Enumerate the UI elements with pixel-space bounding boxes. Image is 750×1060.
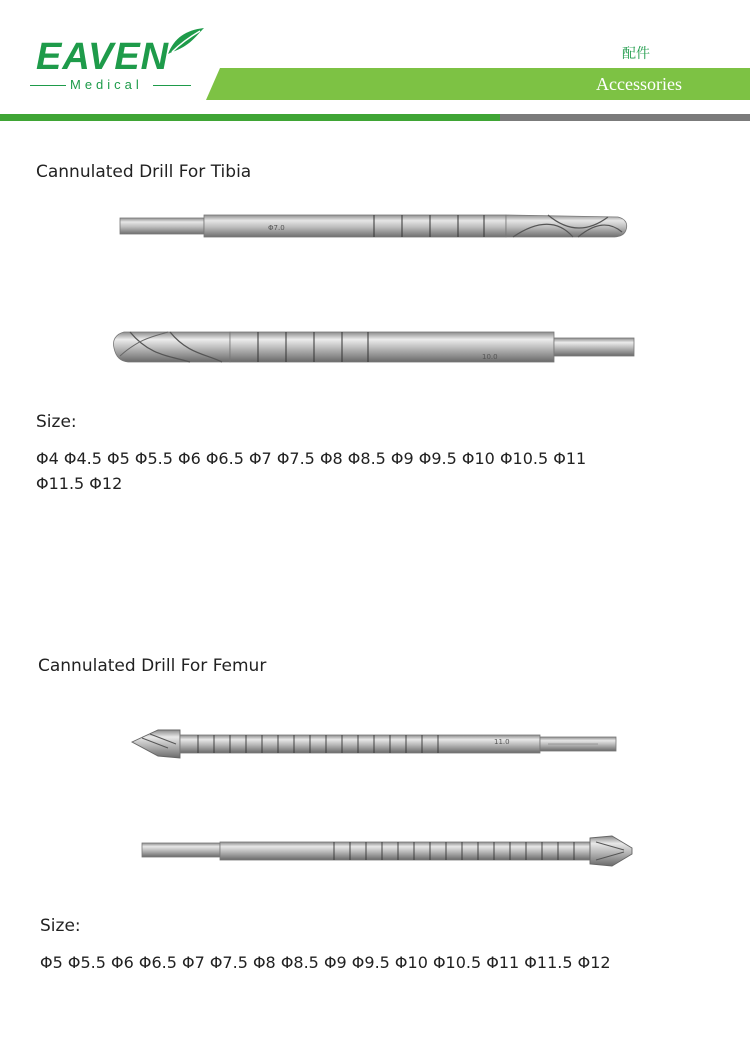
femur-drill-image-2 [138, 832, 638, 870]
size-list-femur: Φ5 Φ5.5 Φ6 Φ6.5 Φ7 Φ7.5 Φ8 Φ8.5 Φ9 Φ9.5 Φ10 Φ10.5 Φ11 Φ11.5 Φ12 [40, 953, 611, 972]
page-title: Accessories [596, 74, 682, 94]
femur-drill1-engraving: 11.0 [494, 738, 510, 746]
header-rule-green [0, 114, 500, 121]
brand-subtitle: Medical [70, 77, 143, 92]
size-list-line: Φ11.5 Φ12 [36, 474, 123, 493]
section-title-femur: Cannulated Drill For Femur [38, 656, 267, 676]
size-list-tibia [36, 446, 726, 496]
leaf-icon [166, 26, 206, 56]
tibia-drill-image-2 [110, 326, 638, 370]
logo-divider-left [30, 85, 66, 86]
section-title-tibia: Cannulated Drill For Tibia [36, 162, 252, 182]
page-title-cn: 配件 [622, 46, 650, 62]
size-label-femur: Size: [40, 916, 81, 936]
size-list-line: Φ4 Φ4.5 Φ5 Φ5.5 Φ6 Φ6.5 Φ7 Φ7.5 Φ8 Φ8.5 Φ9 Φ9.5 Φ10 Φ10.5 Φ11 [36, 449, 587, 468]
femur-drill-image-1 [128, 726, 620, 762]
size-label-tibia: Size: [36, 412, 77, 432]
brand-logo: EAVEN [36, 36, 170, 78]
tibia-drill-image-1 [118, 210, 630, 246]
tibia-drill2-engraving: 10.0 [482, 353, 498, 361]
tibia-drill1-engraving: Φ7.0 [268, 224, 285, 232]
header-rule-gray [500, 114, 750, 121]
logo-divider-right [153, 85, 191, 86]
